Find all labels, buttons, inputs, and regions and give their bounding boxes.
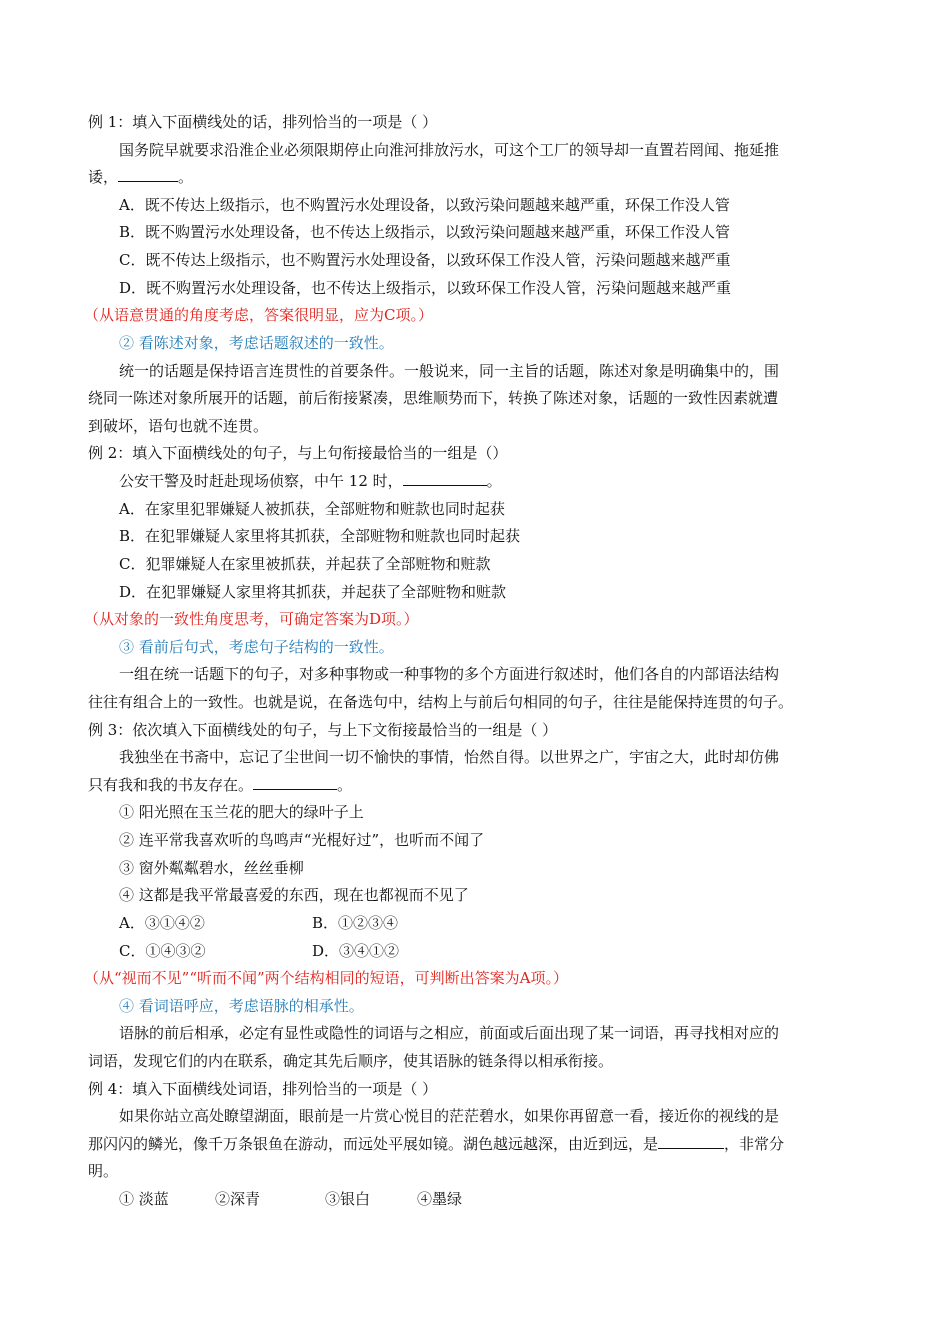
example-3-options-row-1 (119, 913, 899, 933)
word-option-4: ④墨绿 (417, 1190, 463, 1208)
example-2-answer-note: （从对象的一致性角度思考，可确定答案为D项。） (84, 610, 419, 628)
word-option-2: ②深青 (215, 1190, 261, 1208)
example-2-option-d: D．在犯罪嫌疑人家里将其抓获，并起获了全部赃物和赃款 (119, 583, 507, 601)
fill-blank (253, 775, 337, 790)
example-3-answer-note: （从“视而不见”“听而不闻”两个结构相同的短语，可判断出答案为A项。） (84, 969, 569, 987)
section-3-paragraph-line-2: 往往有组合上的一致性。也就是说，在备选句中，结构上与前后句相同的句子，往往是能保持连贯的句子。 (88, 693, 794, 711)
section-2-paragraph-line-1: 统一的话题是保持语言连贯性的首要条件。一般说来，同一主旨的话题，陈述对象是明确集中的，围 (119, 362, 780, 380)
example-2-option-b: B．在犯罪嫌疑人家里将其抓获，全部赃物和赃款也同时起获 (119, 527, 521, 545)
example-2-option-c: C．犯罪嫌疑人在家里被抓获，并起获了全部赃物和赃款 (119, 555, 491, 573)
section-2-heading: ② 看陈述对象，考虑话题叙述的一致性。 (119, 334, 394, 352)
example-4-word-options (119, 1189, 899, 1209)
passage-text: 那闪闪的鳞光，像千万条银鱼在游动，而远处平展如镜。湖色越远越深，由近到远，是 (88, 1135, 659, 1153)
word-option-1: ① 淡蓝 (119, 1190, 169, 1208)
example-1-passage-line-2 (88, 167, 868, 187)
passage-text: 诿， (88, 168, 119, 186)
example-3-option-c: C．①④③② (119, 942, 206, 960)
section-4-paragraph-line-2: 词语，发现它们的内在联系，确定其先后顺序，使其语脉的链条得以相承衔接。 (88, 1052, 614, 1070)
example-4-passage-line-3: 明。 (88, 1162, 119, 1180)
example-1-passage-line-1: 国务院早就要求沿淮企业必须限期停止向淮河排放污水，可这个工厂的领导却一直置若罔闻、拖延推 (119, 141, 780, 159)
section-4-heading: ④ 看词语呼应，考虑语脉的相承性。 (119, 997, 364, 1015)
passage-text: 。 (337, 776, 353, 794)
passage-text: 公安干警及时赶赴现场侦察，中午 12 时， (119, 472, 403, 490)
section-4-paragraph-line-1: 语脉的前后相承，必定有显性或隐性的词语与之相应，前面或后面出现了某一词语，再寻找相对应的 (119, 1024, 780, 1042)
fill-blank (403, 471, 487, 486)
section-3-paragraph-line-1: 一组在统一话题下的句子，对多种事物或一种事物的多个方面进行叙述时，他们各自的内部语法结构 (119, 665, 780, 683)
example-3-option-a: A．③①④② (119, 914, 205, 932)
example-3-options-row-2 (119, 941, 899, 961)
passage-text: 。 (486, 472, 502, 490)
fill-blank (658, 1134, 724, 1149)
example-3-item-1: ① 阳光照在玉兰花的肥大的绿叶子上 (119, 803, 364, 821)
example-3-option-d: D．③④①② (312, 942, 400, 960)
example-1-option-b: B．既不购置污水处理设备，也不传达上级指示，以致污染问题越来越严重，环保工作没人管 (119, 223, 731, 241)
example-2-question: 例 2：填入下面横线处的句子，与上句衔接最恰当的一组是（） (88, 444, 508, 462)
example-1-option-d: D．既不购置污水处理设备，也不传达上级指示，以致环保工作没人管，污染问题越来越严重 (119, 279, 732, 297)
fill-blank (118, 167, 178, 182)
example-3-item-4: ④ 这都是我平常最喜爱的东西，现在也都视而不见了 (119, 886, 469, 904)
example-4-question: 例 4：填入下面横线处词语，排列恰当的一项是（ ） (88, 1080, 438, 1098)
section-2-paragraph-line-3: 到破坏，语句也就不连贯。 (88, 417, 269, 435)
example-2-option-a: A．在家里犯罪嫌疑人被抓获，全部赃物和赃款也同时起获 (119, 500, 505, 518)
example-3-passage-line-1: 我独坐在书斋中，忘记了尘世间一切不愉快的事情，怡然自得。以世界之广，宇宙之大，此时却仿佛 (119, 748, 780, 766)
passage-text: 。 (178, 168, 194, 186)
example-3-item-2: ② 连平常我喜欢听的鸟鸣声“光棍好过”，也听而不闻了 (119, 831, 485, 849)
example-4-passage-line-2 (88, 1134, 868, 1154)
passage-text: ，非常分 (724, 1135, 785, 1153)
section-2-paragraph-line-2: 绕同一陈述对象所展开的话题，前后衔接紧凑，思维顺势而下，转换了陈述对象，话题的一致性因素就遭 (88, 389, 779, 407)
example-4-passage-line-1: 如果你站立高处瞭望湖面，眼前是一片赏心悦目的茫茫碧水，如果你再留意一看，接近你的视线的是 (119, 1107, 780, 1125)
passage-text: 只有我和我的书友存在。 (88, 776, 254, 794)
example-1-option-a: A．既不传达上级指示，也不购置污水处理设备，以致污染问题越来越严重，环保工作没人管 (119, 196, 730, 214)
example-2-passage (119, 471, 899, 491)
example-1-answer-note: （从语意贯通的角度考虑，答案很明显，应为C项。） (84, 306, 433, 324)
section-3-heading: ③ 看前后句式，考虑句子结构的一致性。 (119, 638, 394, 656)
example-3-question: 例 3：依次填入下面横线处的句子，与上下文衔接最恰当的一组是（ ） (88, 721, 558, 739)
example-3-passage-line-2 (88, 775, 868, 795)
example-3-item-3: ③ 窗外粼粼碧水，丝丝垂柳 (119, 859, 304, 877)
word-option-3: ③银白 (325, 1190, 371, 1208)
example-1-option-c: C．既不传达上级指示，也不购置污水处理设备，以致环保工作没人管，污染问题越来越严重 (119, 251, 731, 269)
example-1-question: 例 1：填入下面横线处的话，排列恰当的一项是（ ） (88, 113, 438, 131)
example-3-option-b: B．①②③④ (312, 914, 399, 932)
